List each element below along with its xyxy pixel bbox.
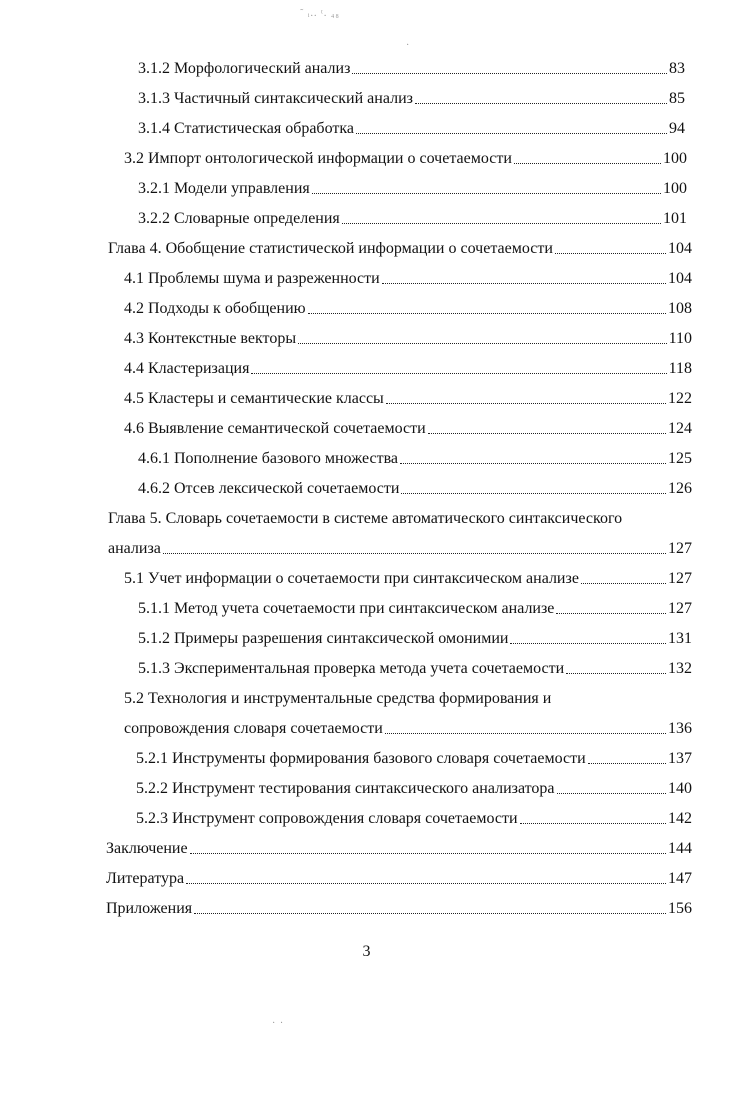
toc-entry-page: 125 [668,450,692,467]
toc-entry [124,387,692,409]
toc-entry-page: 100 [663,150,687,167]
toc-entry [138,177,687,199]
toc-leader [428,433,666,434]
toc-entry [108,537,692,559]
toc-entry [138,597,692,619]
toc-entry-title: 5.1.1 Метод учета сочетаемости при синтаксическом анализе [138,600,555,617]
scan-artifact-mark: · [406,40,411,51]
toc-entry-title: 4.4 Кластеризация [124,360,250,377]
toc-entry [138,627,692,649]
toc-entry-title-line1: Глава 5. Словарь сочетаемости в системе автоматического синтаксического [108,510,623,527]
toc-leader [356,133,667,134]
toc-entry-page: 100 [663,180,687,197]
toc-leader [401,493,666,494]
toc-entry-page: 156 [668,900,692,917]
toc-entry [136,807,692,829]
toc-leader [186,883,666,884]
toc-entry-page: 124 [668,420,692,437]
toc-entry-page: 142 [668,810,692,827]
toc-leader [312,193,661,194]
toc-entry [124,297,692,319]
toc-leader [251,373,666,374]
toc-leader [581,583,666,584]
toc-leader [556,613,666,614]
scan-artifact-bottom: · · [272,1018,285,1029]
toc-entry-title: 4.6.1 Пополнение базового множества [138,450,399,467]
toc-entry [106,867,692,889]
toc-entry [138,207,687,229]
toc-entry-title: 5.2.3 Инструмент сопровождения словаря сочетаемости [136,810,518,827]
toc-entry [136,747,692,769]
toc-entry-title: 3.2 Импорт онтологической информации о сочетаемости [124,150,512,167]
toc-entry-page: 83 [669,60,685,77]
toc-entry [124,267,692,289]
toc-entry-title: анализа [108,540,161,557]
toc-entry-title: 5.1.3 Экспериментальная проверка метода учета сочетаемости [138,660,565,677]
page-number: 3 [362,943,371,960]
toc-entry [124,147,687,169]
scan-artifact-top: ˜ ᵢ.. ᵗ. ₄₈ [300,8,340,19]
toc-entry [124,327,692,349]
toc-entry [124,357,692,379]
toc-leader [382,283,666,284]
toc-entry-title: 3.2.2 Словарные определения [138,210,340,227]
toc-entry-title-line1: 5.2 Технология и инструментальные средства формирования и [124,690,552,707]
toc-leader [415,103,667,104]
toc-leader [190,853,666,854]
toc-leader [308,313,666,314]
toc-entry-title: 4.2 Подходы к обобщению [124,300,306,317]
toc-entry-page: 104 [668,240,692,257]
toc-leader [400,463,666,464]
toc-entry-title: 5.2.1 Инструменты формирования базового словаря сочетаемости [136,750,586,767]
toc-entry-title: Заключение [106,840,188,857]
toc-entry [124,717,692,739]
toc-entry-title: 5.2.2 Инструмент тестирования синтаксического анализатора [136,780,555,797]
toc-leader [510,643,666,644]
toc-entry-title: 4.6.2 Отсев лексической сочетаемости [138,480,400,497]
toc-entry-title: 4.1 Проблемы шума и разреженности [124,270,380,287]
toc-entry-title: 4.6 Выявление семантической сочетаемости [124,420,426,437]
toc-entry-title: 3.2.1 Модели управления [138,180,310,197]
toc-entry-title: Литература [106,870,185,887]
toc-leader [385,733,666,734]
toc-entry-page: 94 [669,120,685,137]
toc-entry-page: 127 [668,600,692,617]
toc-entry-page: 140 [668,780,692,797]
toc-entry-title: Глава 4. Обобщение статистической информации о сочетаемости [108,240,553,257]
toc-leader [557,793,666,794]
toc-entry [138,657,692,679]
toc-entry-page: 101 [663,210,687,227]
toc-leader [555,253,666,254]
toc-entry [124,417,692,439]
toc-entry-page: 118 [668,360,692,377]
toc-entry [108,237,692,259]
toc-entry-page: 131 [668,630,692,647]
toc-leader [342,223,661,224]
toc-entry-title: 5.1 Учет информации о сочетаемости при синтаксическом анализе [124,570,579,587]
toc-entry-title: 3.1.2 Морфологический анализ [138,60,351,77]
toc-entry-page: 147 [668,870,692,887]
toc-entry [106,897,692,919]
toc-entry-title: Приложения [106,900,193,917]
toc-entry [138,117,685,139]
toc-entry [106,837,692,859]
toc-leader [514,163,661,164]
toc-entry-title: 3.1.3 Частичный синтаксический анализ [138,90,413,107]
toc-entry-page: 132 [668,660,692,677]
toc-leader [520,823,666,824]
toc-leader [352,73,667,74]
toc-leader [588,763,666,764]
toc-entry [138,477,692,499]
toc-entry [124,567,692,589]
toc-entry-title: 3.1.4 Статистическая обработка [138,120,354,137]
toc-entry-title: 5.1.2 Примеры разрешения синтаксической омонимии [138,630,509,647]
toc-entry-title: 4.3 Контекстные векторы [124,330,297,347]
toc-leader [163,553,666,554]
toc-leader [386,403,666,404]
toc-entry-page: 136 [668,720,692,737]
toc-entry [138,447,692,469]
toc-entry-page: 126 [668,480,692,497]
toc-entry-page: 144 [668,840,692,857]
toc-entry-page: 122 [668,390,692,407]
toc-entry-page: 104 [668,270,692,287]
toc-entry-page: 127 [668,540,692,557]
toc-entry [136,777,692,799]
toc-entry [138,87,685,109]
toc-entry-page: 127 [668,570,692,587]
toc-leader [298,343,667,344]
toc-leader [566,673,666,674]
toc-entry-page: 108 [668,300,692,317]
toc-entry-page: 110 [668,330,692,347]
toc-entry [138,57,685,79]
toc-entry-page: 137 [668,750,692,767]
toc-entry-page: 85 [669,90,685,107]
toc-entry-title: сопровождения словаря сочетаемости [124,720,383,737]
toc-entry-title: 4.5 Кластеры и семантические классы [124,390,384,407]
toc-leader [194,913,666,914]
